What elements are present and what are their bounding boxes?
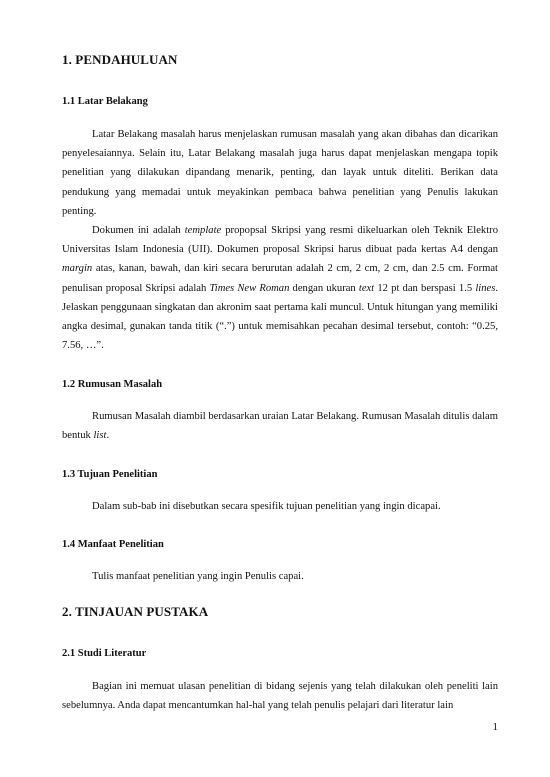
text-run: Rumusan Masalah diambil berdasarkan uraian Latar Belakang. Rumusan Masalah ditulis dalam bentuk: [62, 411, 498, 442]
paragraph-tujuan-penelitian: Dalam sub-bab ini disebutkan secara spesifik tujuan penelitian yang ingin dicapai.: [92, 501, 441, 512]
italic-run: lines: [475, 282, 496, 294]
text-run: 12 pt dan berspasi 1.5: [374, 282, 476, 294]
italic-run: margin: [62, 263, 93, 275]
italic-run: Times New Roman: [209, 282, 290, 294]
section-heading-tinjauan-pustaka: 2. TINJAUAN PUSTAKA: [62, 604, 209, 619]
section-heading-pendahuluan: 1. PENDAHULUAN: [62, 52, 178, 67]
text-run: propopsal Skripsi yang resmi dikeluarkan oleh Teknik Elektro Universitas Islam Indonesia (UII). Dokumen proposal Skripsi harus dibuat pada kertas A4 dengan: [62, 225, 498, 256]
italic-run: list: [93, 430, 107, 442]
text-run: .: [106, 430, 110, 442]
subsection-heading-tujuan-penelitian: 1.3 Tujuan Penelitian: [62, 469, 158, 480]
paragraph-latar-belakang-1: Latar Belakang masalah harus menjelaskan rumusan masalah yang akan dibahas dan dicarikan penyelesaiannya. Selain itu, Latar Belakang masalah juga harus dapat menjelaskan mengapa topik penelitian yang dilakukan dipandang menarik, penting, dan layak untuk diteliti. Berikan data pendukung yang memadai untuk meyakinkan pembaca bahwa penelitian yang Penulis lakukan penting.: [62, 129, 498, 217]
text-run: dengan ukuran: [289, 282, 359, 294]
text-run: . Jelaskan penggunaan singkatan dan akronim saat pertama kali muncul. Untuk hitungan yang memiliki angka desimal, gunakan tanda titik (“.”) untuk memisahkan pecahan desimal tersebut, contoh: “0.25, 7.56, …”.: [62, 282, 498, 352]
subsection-heading-latar-belakang: 1.1 Latar Belakang: [62, 96, 148, 107]
text-run: Dokumen ini adalah: [92, 225, 185, 236]
italic-run: text: [358, 282, 375, 294]
paragraph-latar-belakang-2: [62, 221, 498, 355]
text-run: atas, kanan, bawah, dan kiri secara berurutan adalah 2 cm, 2 cm, 2 cm, dan 2.5 cm. Format penulisan proposal Skripsi adalah: [62, 263, 498, 294]
page-number: 1: [492, 721, 498, 733]
subsection-heading-studi-literatur: 2.1 Studi Literatur: [62, 648, 147, 659]
subsection-heading-manfaat-penelitian: 1.4 Manfaat Penelitian: [62, 539, 164, 550]
italic-run: template: [184, 225, 222, 236]
paragraph-rumusan-masalah: [62, 407, 498, 445]
paragraph-studi-literatur: Bagian ini memuat ulasan penelitian di bidang sejenis yang telah dilakukan oleh peneliti lain sebelumnya. Anda dapat mencantumkan hal-hal yang telah penulis pelajari dari literatur lain: [62, 681, 498, 712]
paragraph-manfaat-penelitian: Tulis manfaat penelitian yang ingin Penulis capai.: [92, 571, 304, 582]
subsection-heading-rumusan-masalah: 1.2 Rumusan Masalah: [62, 379, 163, 390]
